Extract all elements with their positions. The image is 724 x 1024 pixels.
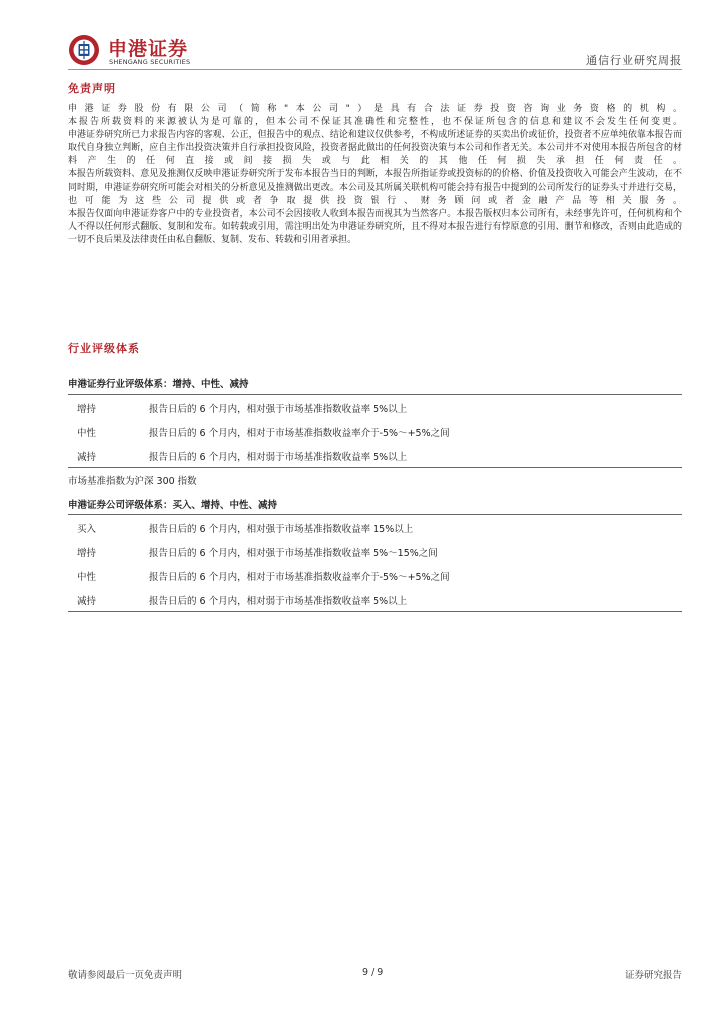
company-rating-table: [68, 514, 682, 612]
rating-description: 报告日后的 6 个月内，相对弱于市场基准指数收益率 5%以上: [149, 452, 408, 463]
rating-label: 减持: [77, 596, 97, 607]
rating-label: 减持: [77, 452, 97, 463]
rating-description: 报告日后的 6 个月内，相对于市场基准指数收益率介于-5%～+5%之间: [149, 572, 450, 583]
industry-rating-title: 申港证券行业评级体系：增持、中性、减持: [68, 379, 249, 390]
rating-label: 增持: [77, 548, 97, 559]
rating-description: 报告日后的 6 个月内，相对强于市场基准指数收益率 5%以上: [149, 404, 408, 415]
disclaimer-paragraph: 申港证券股份有限公司（简称"本公司"）是具有合法证券投资咨询业务资格的机构。: [68, 104, 682, 114]
footer-report-label: 证券研究报告: [624, 970, 682, 981]
table-row: [68, 443, 682, 467]
disclaimer-title: 免责声明: [68, 82, 116, 95]
header-divider: [68, 69, 682, 70]
logo-english-name: SHENGANG SECURITIES: [109, 58, 191, 66]
disclaimer-body: [68, 103, 682, 247]
table-row: [68, 563, 682, 587]
logo-chinese-name: 申港证券: [108, 38, 189, 60]
table-row: [68, 419, 682, 443]
footer-disclaimer-note: 敬请参阅最后一页免责声明: [68, 970, 183, 981]
table-row: [68, 587, 682, 611]
page-header: [68, 30, 682, 70]
page-number: 9 / 9: [362, 967, 384, 978]
disclaimer-paragraph: 本报告所载资料、意见及推测仅反映申港证券研究所于发布本报告当日的判断，本报告所指证券或投资标的的价格、价值及投资收入可能会产生波动，在不同时期，申港证券研究所可能会对相关的分析意见及推测做出更改。本公司及其所属关联机构可能会持有报告中提到的公司所发行的证券头寸并进行交易，也可能为这些公司提供或者争取提供投资银行、财务顾问或者金融产品等相关服务。: [68, 169, 682, 206]
rating-label: 中性: [77, 572, 97, 583]
disclaimer-paragraph: 本报告所载资料的来源被认为是可靠的，但本公司不保证其准确性和完整性，也不保证所包含的信息和建议不会发生任何变更。: [68, 117, 682, 128]
rating-system-title: 行业评级体系: [68, 342, 140, 355]
rating-description: 报告日后的 6 个月内，相对于市场基准指数收益率介于-5%～+5%之间: [149, 428, 450, 439]
table-row: [68, 515, 682, 539]
rating-label: 增持: [77, 404, 97, 415]
benchmark-note: 市场基准指数为沪深 300 指数: [68, 476, 197, 487]
shengang-logo-icon: [68, 34, 100, 66]
industry-rating-table: [68, 394, 682, 468]
table-row: [68, 395, 682, 419]
disclaimer-paragraph: 本报告仅面向申港证券客户中的专业投资者，本公司不会因接收人收到本报告而视其为当然客户。本报告版权归本公司所有，未经事先许可，任何机构和个人不得以任何形式翻版、复制和发布。如转载或引用，需注明出处为申港证券研究所，且不得对本报告进行有悖原意的引用、删节和修改，否则由此造成的一切不良后果及法律责任由私自翻版、复制、发布、转载和引用者承担。: [68, 208, 682, 245]
rating-description: 报告日后的 6 个月内，相对弱于市场基准指数收益率 5%以上: [149, 596, 408, 607]
rating-label: 买入: [77, 524, 97, 535]
rating-description: 报告日后的 6 个月内，相对强于市场基准指数收益率 5%～15%之间: [149, 548, 438, 559]
rating-label: 中性: [77, 428, 97, 439]
company-rating-title: 申港证券公司评级体系：买入、增持、中性、减持: [68, 500, 278, 511]
table-row: [68, 539, 682, 563]
report-type: 通信行业研究周报: [586, 54, 682, 67]
rating-description: 报告日后的 6 个月内，相对强于市场基准指数收益率 15%以上: [149, 524, 414, 535]
disclaimer-paragraph: 申港证券研究所已力求报告内容的客观、公正，但报告中的观点、结论和建议仅供参考，不构成所述证券的买卖出价或征价，投资者不应单纯依靠本报告而取代自身独立判断，应自主作出投资决策并自行承担投资风险，投资者据此做出的任何投资决策与本公司和作者无关。本公司并不对使用本报告所包含的材料产生的任何直接或间接损失或与此相关的其他任何损失承担任何责任。: [68, 130, 682, 167]
